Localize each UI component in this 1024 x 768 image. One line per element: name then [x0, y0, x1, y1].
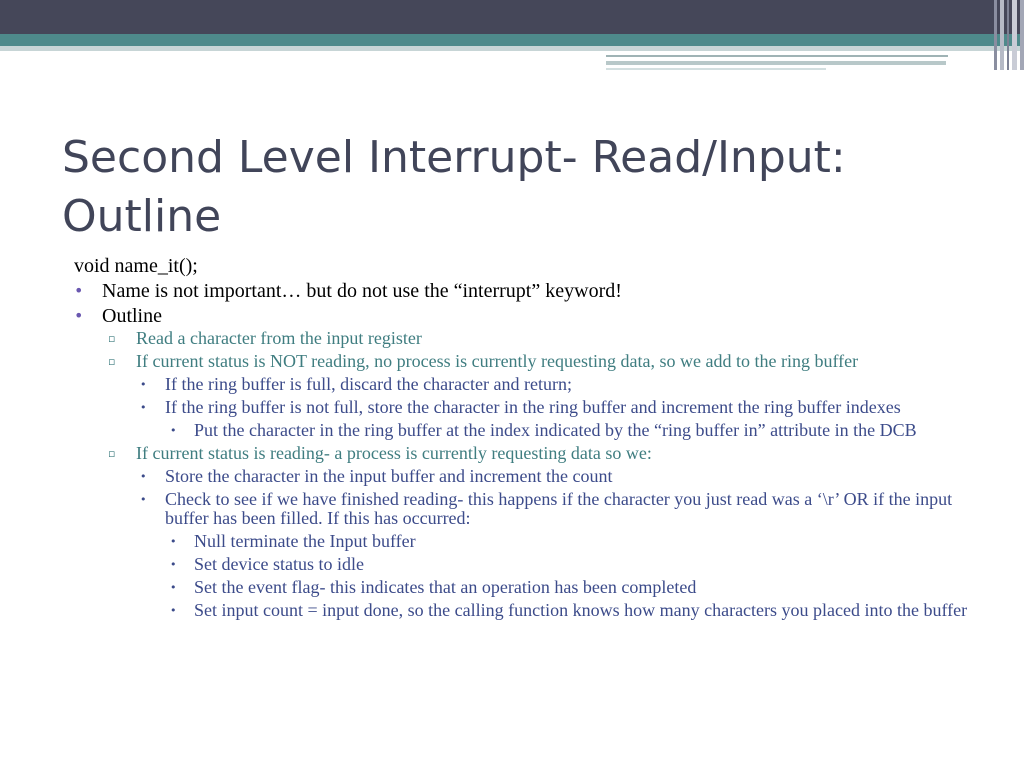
- header-accent-line: [606, 55, 948, 57]
- bullet-icon: •: [140, 493, 147, 506]
- list-item-text: Outline: [102, 305, 162, 327]
- list-item-text: Put the character in the ring buffer at the index indicated by the “ring buffer in” attribute in the DCB: [194, 420, 917, 440]
- list-item-text: void name_it();: [74, 255, 198, 277]
- list-item: [74, 421, 974, 440]
- slide-body: [74, 254, 974, 624]
- bullet-icon: •: [170, 581, 177, 594]
- list-item: [74, 375, 974, 394]
- header-accent-line: [606, 61, 946, 65]
- list-item-text: Name is not important… but do not use the “interrupt” keyword!: [102, 280, 622, 302]
- bullet-icon: •: [140, 401, 147, 414]
- header-accent-line: [606, 68, 826, 70]
- list-item: [74, 254, 974, 278]
- bullet-icon: •: [74, 306, 84, 325]
- list-item: [74, 398, 974, 417]
- list-item: [74, 555, 974, 574]
- list-item: [74, 279, 974, 303]
- square-bullet-icon: ▫: [108, 447, 116, 460]
- bullet-icon: •: [140, 378, 147, 391]
- list-item: [74, 532, 974, 551]
- header-banner-light: [0, 46, 1024, 51]
- list-item-text: Read a character from the input register: [136, 328, 422, 348]
- list-item-text: Set device status to idle: [194, 554, 364, 574]
- list-item: [74, 352, 974, 371]
- square-bullet-icon: ▫: [108, 332, 116, 345]
- square-bullet-icon: ▫: [108, 355, 116, 368]
- header-corner-stripes: [994, 0, 1024, 70]
- list-item-text: If current status is reading- a process is currently requesting data so we:: [136, 443, 652, 463]
- list-item-text: Check to see if we have finished reading- this happens if the character you just read was a ‘\r’ OR if the input buffer has been filled. If this has occurred:: [165, 489, 953, 528]
- list-item-text: Set input count = input done, so the calling function knows how many characters you placed into the buffer: [194, 600, 968, 620]
- bullet-icon: •: [170, 535, 177, 548]
- slide-title: Second Level Interrupt- Read/Input: Outline: [62, 132, 846, 242]
- list-item-text: If current status is NOT reading, no process is currently requesting data, so we add to the ring buffer: [136, 351, 859, 371]
- bullet-icon: •: [170, 424, 177, 437]
- list-item-text: If the ring buffer is full, discard the character and return;: [165, 374, 572, 394]
- header-banner-dark: [0, 0, 1024, 34]
- list-item: [74, 601, 974, 620]
- list-item: [74, 304, 974, 328]
- list-item-text: Null terminate the Input buffer: [194, 531, 416, 551]
- list-item-text: Set the event flag- this indicates that an operation has been completed: [194, 577, 697, 597]
- list-item: [74, 444, 974, 463]
- header-banner-teal: [0, 34, 1024, 46]
- list-item: [74, 578, 974, 597]
- bullet-icon: •: [170, 558, 177, 571]
- list-item-text: Store the character in the input buffer and increment the count: [165, 466, 613, 486]
- bullet-icon: •: [74, 281, 84, 300]
- bullet-icon: •: [170, 604, 177, 617]
- list-item: [74, 490, 974, 528]
- list-item-text: If the ring buffer is not full, store the character in the ring buffer and increment the ring buffer indexes: [165, 397, 901, 417]
- list-item: [74, 467, 974, 486]
- list-item: [74, 329, 974, 348]
- bullet-icon: •: [140, 470, 147, 483]
